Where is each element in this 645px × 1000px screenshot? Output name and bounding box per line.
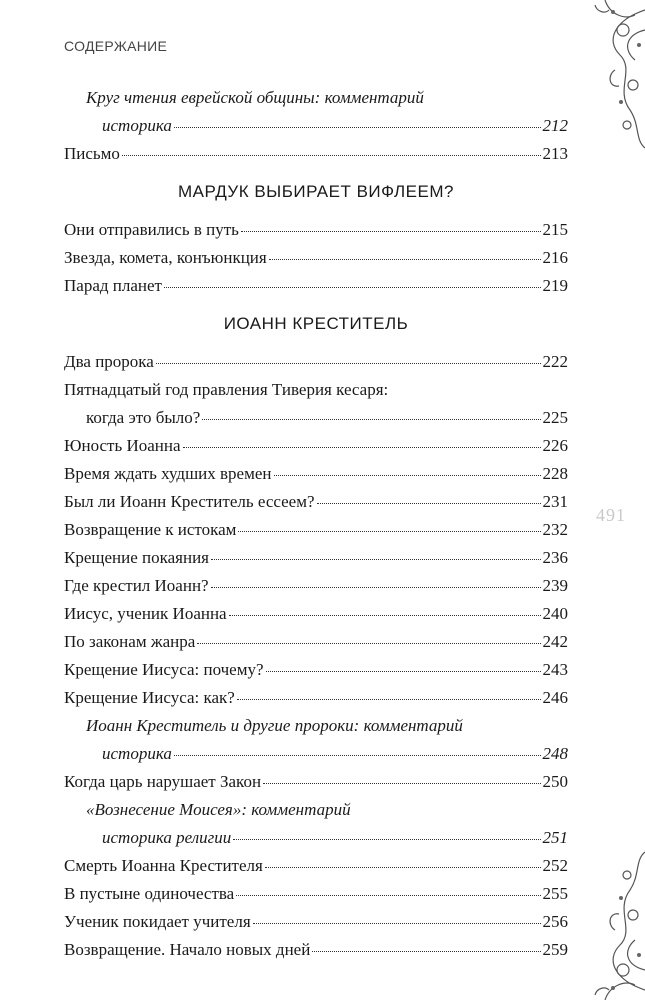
dot-leader <box>238 530 540 532</box>
toc-entry-page: 248 <box>542 744 568 763</box>
toc-entry-title: историка <box>102 116 172 135</box>
toc-entry-title: Крещение Иисуса: почему? <box>64 660 264 679</box>
toc-entry-title: Смерть Иоанна Крестителя <box>64 856 263 875</box>
toc-entry-title: историка религии <box>102 828 232 847</box>
toc-entry-title: Звезда, комета, конъюнкция <box>64 248 267 267</box>
table-of-contents <box>64 84 568 964</box>
toc-entry-page: 228 <box>542 464 568 483</box>
toc-entry-page: 216 <box>542 248 568 267</box>
toc-entry[interactable] <box>64 544 568 572</box>
dot-leader <box>174 126 541 128</box>
dot-leader <box>274 474 541 476</box>
toc-entry[interactable] <box>64 244 568 272</box>
toc-entry-title: Юность Иоанна <box>64 436 181 455</box>
toc-entry-page: 242 <box>542 632 568 651</box>
dot-leader <box>197 642 540 644</box>
toc-entry[interactable] <box>64 84 568 140</box>
dot-leader <box>265 866 541 868</box>
toc-entry-title: историка <box>102 744 172 763</box>
toc-entry-title: Время ждать худших времен <box>64 464 272 483</box>
toc-entry-title: Они отправились в путь <box>64 220 239 239</box>
toc-entry[interactable] <box>64 684 568 712</box>
toc-entry[interactable] <box>64 140 568 168</box>
toc-entry[interactable] <box>64 796 568 852</box>
dot-leader <box>236 894 540 896</box>
toc-entry-page: 232 <box>542 520 568 539</box>
dot-leader <box>122 154 541 156</box>
section-heading: МАРДУК ВЫБИРАЕТ ВИФЛЕЕМ? <box>178 182 454 201</box>
toc-entry[interactable] <box>64 216 568 244</box>
toc-entry-title: Возвращение к истокам <box>64 520 237 539</box>
toc-entry-title: Был ли Иоанн Креститель ессеем? <box>64 492 315 511</box>
toc-entry-page: 259 <box>542 940 568 959</box>
toc-entry-title: Ученик покидает учителя <box>64 912 251 931</box>
running-head: СОДЕРЖАНИЕ <box>64 38 168 54</box>
page-number: 491 <box>596 505 626 525</box>
toc-entry[interactable] <box>64 376 568 432</box>
toc-entry-page: 219 <box>542 276 568 295</box>
toc-entry-title: «Вознесение Моисея»: комментарий <box>86 800 351 819</box>
toc-entry-page: 246 <box>542 688 568 707</box>
toc-entry-page: 225 <box>542 408 568 427</box>
toc-entry-page: 252 <box>542 856 568 875</box>
dot-leader <box>202 418 540 420</box>
dot-leader <box>233 838 540 840</box>
toc-entry-title: Где крестил Иоанн? <box>64 576 209 595</box>
toc-entry[interactable] <box>64 460 568 488</box>
toc-entry-page: 251 <box>542 828 568 847</box>
toc-entry[interactable] <box>64 516 568 544</box>
toc-entry-title: Возвращение. Начало новых дней <box>64 940 311 959</box>
toc-entry-title: Письмо <box>64 144 120 163</box>
toc-entry[interactable] <box>64 712 568 768</box>
toc-entry[interactable] <box>64 600 568 628</box>
toc-entry-page: 243 <box>542 660 568 679</box>
toc-entry-title: Когда царь нарушает Закон <box>64 772 262 791</box>
dot-leader <box>156 362 541 364</box>
dot-leader <box>237 698 541 700</box>
toc-entry-page: 226 <box>542 436 568 455</box>
toc-entry[interactable] <box>64 908 568 936</box>
dot-leader <box>263 782 540 784</box>
toc-entry[interactable] <box>64 572 568 600</box>
toc-entry-page: 215 <box>542 220 568 239</box>
dot-leader <box>241 230 541 232</box>
toc-entry-title: Крещение Иисуса: как? <box>64 688 235 707</box>
dot-leader <box>229 614 541 616</box>
dot-leader <box>211 586 541 588</box>
dot-leader <box>312 950 540 952</box>
toc-entry[interactable] <box>64 768 568 796</box>
toc-entry[interactable] <box>64 488 568 516</box>
dot-leader <box>164 286 541 288</box>
toc-entry-page: 250 <box>542 772 568 791</box>
section-heading: ИОАНН КРЕСТИТЕЛЬ <box>223 314 409 333</box>
toc-entry-page: 222 <box>542 352 568 371</box>
dot-leader <box>269 258 541 260</box>
toc-entry-page: 240 <box>542 604 568 623</box>
toc-entry[interactable] <box>64 852 568 880</box>
toc-entry-title: В пустыне одиночества <box>64 884 235 903</box>
toc-entry-title: Круг чтения еврейской общины: комментарий <box>86 88 424 107</box>
toc-entry-title: Два пророка <box>64 352 154 371</box>
dot-leader <box>183 446 541 448</box>
toc-entry[interactable] <box>64 432 568 460</box>
toc-entry[interactable] <box>64 348 568 376</box>
toc-entry-page: 239 <box>542 576 568 595</box>
toc-entry-page: 212 <box>542 116 568 135</box>
dot-leader <box>266 670 541 672</box>
toc-entry[interactable] <box>64 880 568 908</box>
toc-entry-title: Пятнадцатый год правления Тиверия кесаря: <box>64 380 389 399</box>
toc-entry-page: 231 <box>542 492 568 511</box>
dot-leader <box>253 922 541 924</box>
toc-entry[interactable] <box>64 628 568 656</box>
toc-entry-page: 255 <box>542 884 568 903</box>
toc-entry-page: 213 <box>542 144 568 163</box>
dot-leader <box>211 558 541 560</box>
toc-entry[interactable] <box>64 936 568 964</box>
toc-entry-title: Иоанн Креститель и другие пророки: комментарий <box>86 716 463 735</box>
toc-entry-title: Крещение покаяния <box>64 548 209 567</box>
dot-leader <box>174 754 541 756</box>
toc-entry[interactable] <box>64 656 568 684</box>
toc-entry-title: По законам жанра <box>64 632 196 651</box>
toc-entry-page: 236 <box>542 548 568 567</box>
toc-entry-title: Иисус, ученик Иоанна <box>64 604 227 623</box>
toc-entry-title: когда это было? <box>86 408 201 427</box>
toc-entry-page: 256 <box>542 912 568 931</box>
dot-leader <box>317 502 541 504</box>
toc-entry[interactable] <box>64 272 568 300</box>
toc-entry-title: Парад планет <box>64 276 162 295</box>
